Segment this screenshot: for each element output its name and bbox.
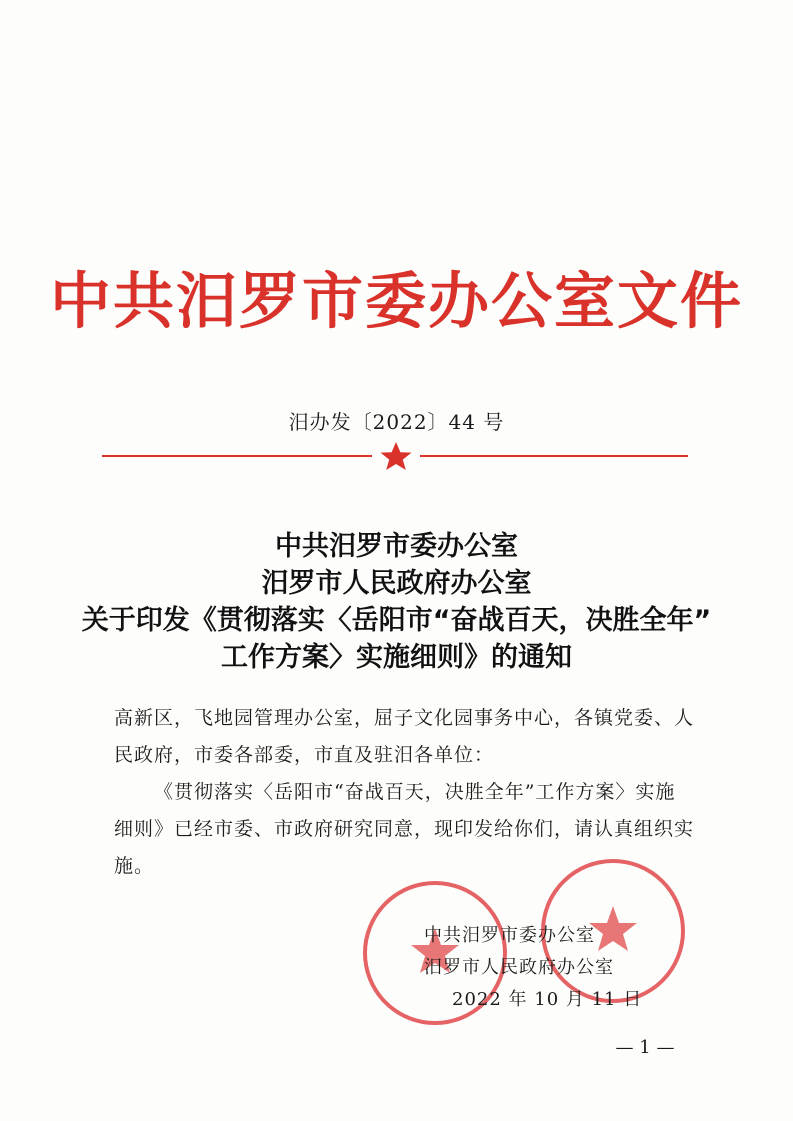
red-divider-right <box>420 455 688 457</box>
issuer-name: 汨罗市人民政府办公室 <box>424 957 614 978</box>
issue-date: 2022 年 10 月 11 日 <box>452 989 643 1010</box>
red-star-icon <box>376 441 416 471</box>
content-paragraph: 《贯彻落实〈岳阳市“奋战百天，决胜全年”工作方案〉实施细则》已经市委、市政府研究同意，现印发给你们，请认真组织实施。 <box>114 781 695 877</box>
addressee-paragraph: 高新区，飞地园管理办公室，屈子文化园事务中心，各镇党委、人民政府，市委各部委，市直及驻汨各单位： <box>114 707 695 766</box>
title-line: 中共汨罗市委办公室 <box>275 531 518 562</box>
red-divider-left <box>102 455 372 457</box>
signature-block <box>424 920 684 1016</box>
document-number: 汨办发〔2022〕44 号 <box>288 410 505 434</box>
title-line: 关于印发《贯彻落实〈岳阳市“奋战百天，决胜全年” <box>81 605 712 636</box>
page-number: — 1 — <box>615 1037 675 1058</box>
title-line: 汨罗市人民政府办公室 <box>261 568 532 599</box>
title-line: 工作方案〉实施细则》的通知 <box>221 642 572 673</box>
issuer-name: 中共汨罗市委办公室 <box>424 925 595 946</box>
notice-title <box>0 528 793 676</box>
masthead-title: 中共汨罗市委办公室文件 <box>49 266 743 337</box>
